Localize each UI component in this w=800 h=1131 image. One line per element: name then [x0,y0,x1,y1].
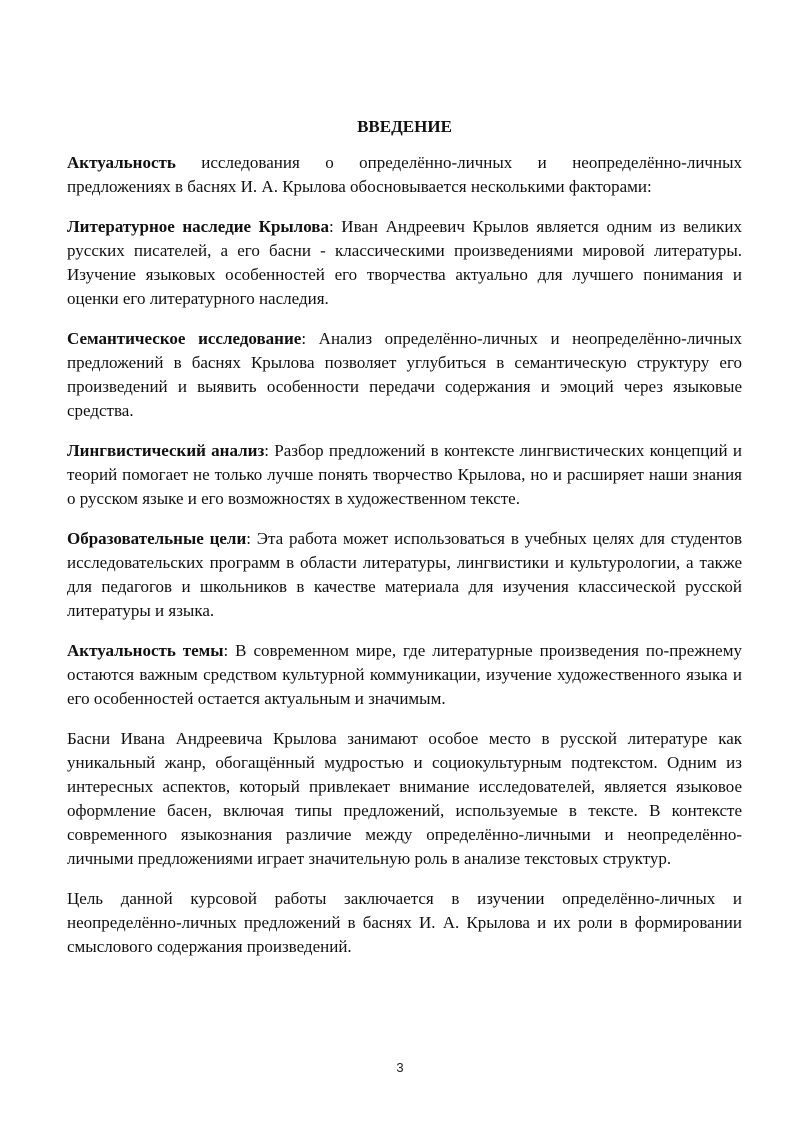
paragraph-lead: Актуальность [67,153,176,172]
paragraph-text: : В современном мире, где литературные произведения по-прежнему остаются важным средством культурной коммуникации, изучение художественного языка и его особенностей остается актуальным и значимым. [67,641,742,708]
paragraph-goal [67,887,742,959]
paragraph-lead: Актуальность темы [67,641,224,660]
paragraph-text: : Иван Андреевич Крылов является одним из великих русских писателей, а его басни - классическими произведениями мировой литературы. Изучение языковых особенностей его творчества актуально для лучшего понимания и оценки его литературного наследия. [67,217,742,308]
paragraph-text: Цель данной курсовой работы заключается в изучении определённо-личных и неопределённо-личных предложений в баснях И. А. Крылова и их роли в формировании смыслового содержания произведений. [67,889,742,956]
paragraph-linguistic-analysis [67,439,742,511]
section-title: ВВЕДЕНИЕ [357,117,452,136]
page-number: 3 [396,1060,404,1075]
paragraph-topic-relevance [67,639,742,711]
paragraph-text: исследования о определённо-личных и неопределённо-личных предложениях в баснях И. А. Крылова обосновывается несколькими факторами: [67,153,742,196]
page-content [67,116,742,975]
paragraph-lead: Образовательные цели [67,529,247,548]
paragraph-text: : Разбор предложений в контексте лингвистических концепций и теорий помогает не только лучше понять творчество Крылова, но и расширяет наши знания о русском языке и его возможностях в художественном тексте. [67,441,742,508]
paragraph-lead: Лингвистический анализ [67,441,265,460]
paragraph-lead: Литературное наследие Крылова [67,217,329,236]
paragraph-lead: Семантическое исследование [67,329,302,348]
paragraph-semantic-research [67,327,742,423]
paragraph-fables-overview [67,727,742,871]
paragraph-literary-heritage [67,215,742,311]
paragraph-educational-goals [67,527,742,623]
paragraph-relevance [67,151,742,199]
paragraph-text: : Анализ определённо-личных и неопределённо-личных предложений в баснях Крылова позволяет углубиться в семантическую структуру его произведений и выявить особенности передачи содержания и эмоций через языковые средства. [67,329,742,420]
paragraph-text: : Эта работа может использоваться в учебных целях для студентов исследовательских программ в области литературы, лингвистики и культурологии, а также для педагогов и школьников в качестве материала для изучения классической русской литературы и языка. [67,529,743,620]
paragraph-text: Басни Ивана Андреевича Крылова занимают особое место в русской литературе как уникальный жанр, обогащённый мудростью и социокультурным подтекстом. Одним из интересных аспектов, который привлекает внимание исследователей, является языковое оформление басен, включая типы предложений, используемые в тексте. В контексте современного языкознания различие между определённо-личными и неопределённо-личными предложениями играет значительную роль в анализе текстовых структур. [67,729,742,868]
